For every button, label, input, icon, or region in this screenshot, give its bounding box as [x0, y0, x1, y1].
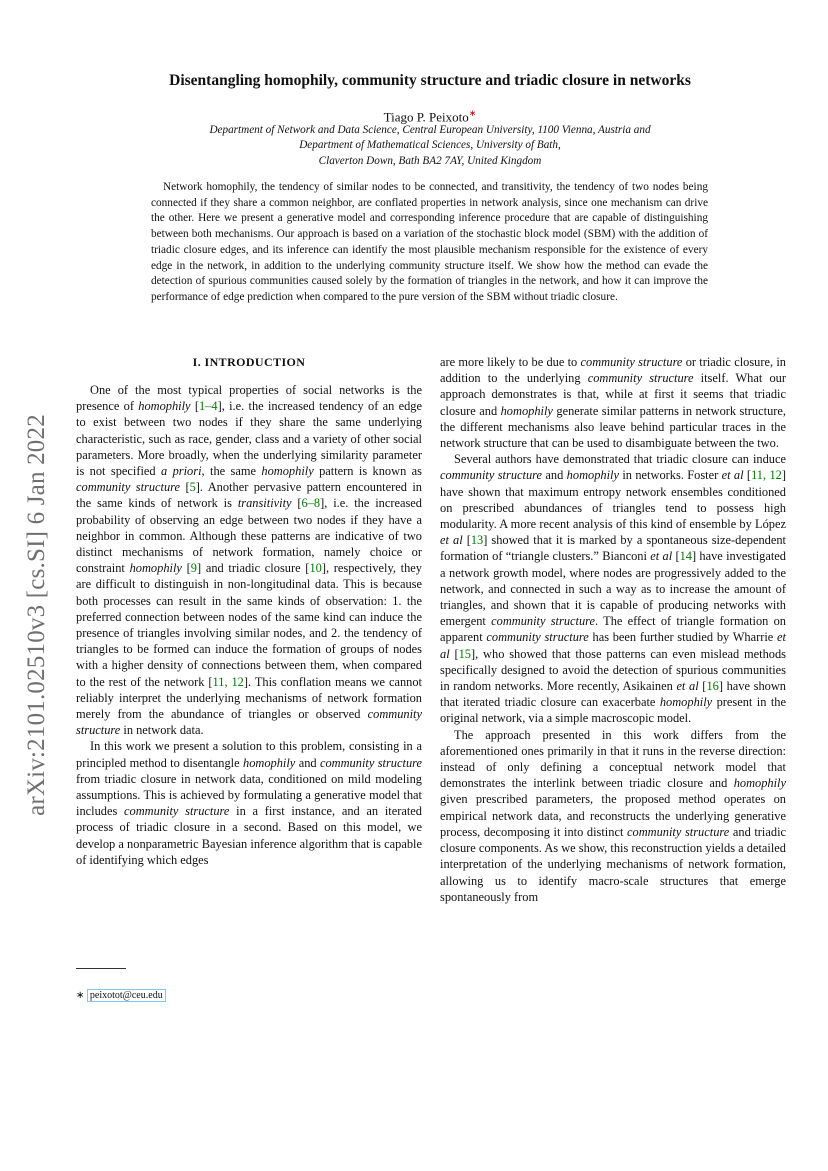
abstract-text: Network homophily, the tendency of similar nodes to be connected, and transitivity, the tendency of two nodes being connected if they share a common neighbor, are conflated properties in network analysis, since one mechanism can drive the other. Here we present a generative model and corresponding inference procedure that are capable of distinguishing between both mechanisms. Our approach is based on a variation of the stochastic block model (SBM) with the addition of triadic closure edges, and its inference can identify the most plausible mechanism responsible for the existence of every edge in the network, in addition to the underlying community structure itself. We show how the method can evade the detection of spurious communities caused solely by the formation of triangles in the network, and how it can improve the performance of edge prediction when compared to the pure version of the SBM without triadic closure. [151, 181, 708, 303]
affiliation-line: Department of Network and Data Science, Central European University, 1100 Vienna, Austria and [209, 124, 651, 136]
affiliation-line: Department of Mathematical Sciences, University of Bath, [299, 139, 561, 152]
email-link[interactable]: peixotot@ceu.edu [87, 989, 166, 1002]
footnote [76, 990, 166, 1001]
left-column [76, 354, 422, 868]
body-paragraph: One of the most typical properties of social networks is the presence of homophily [1–4], i.e. the increased tendency of an edge to exist between two nodes if they share the same underlying characteristic, such as race, gender, class and a variety of other social parameters. More broadly, when the underlying similarity parameter is not specified a priori, the same homophily pattern is known as community structure [5]. Another pervasive pattern encountered in the same kinds of network is transitivity [6–8], i.e. the increased probability of observing an edge between two nodes if they have a neighbor in common. Although these patterns are indicative of two distinct mechanisms of network formation, namely choice or constraint homophily [9] and triadic closure [10], respectively, they are difficult to distinguish in non-longitudinal data. This is because both processes can result in the same kinds of observation: 1. the preferred connection between nodes of the same kind can induce the presence of triangles involving similar nodes, and 2. the tendency of triangles to be formed can induce the formation of groups of nodes with a higher density of connections between them, when compared to the rest of the network [11, 12]. This conflation means we cannot reliably interpret the underlying mechanisms of network formation merely from the abundance of triangles or observed community structure in network data. [76, 383, 423, 738]
body-paragraph: The approach presented in this work differs from the aforementioned ones primarily in that it runs in the reverse direction: instead of only defining a conceptual network model that demonstrates the interlink between triadic closure and homophily given prescribed parameters, the proposed method operates on empirical network data, and reconstructs the underlying generative process, decomposing it into distinct community structure and triadic closure components. As we show, this reconstruction yields a detailed interpretation of the underlying mechanisms of network formation, allowing us to identify macro-scale structures that emerge spontaneously from [440, 727, 787, 904]
paper-title: Disentangling homophily, community structure and triadic closure in networks [169, 72, 691, 89]
arxiv-stamp-text: arXiv:2101.02510v3 [cs.SI] 6 Jan 2022 [23, 414, 51, 816]
author-footnote-link[interactable]: ∗ [468, 108, 477, 118]
author-name: Tiago P. Peixoto [383, 109, 469, 125]
abstract [151, 180, 708, 306]
right-column [440, 354, 786, 905]
body-paragraph: Several authors have demonstrated that triadic closure can induce community structure and homophily in networks. Foster et al [11, 12] have shown that maximum entropy network ensembles conditioned on prescribed abundances of triangles tend to possess high modularity. A more recent analysis of this kind of ensemble by López et al [13] showed that it is marked by a spontaneous size-dependent formation of “triangle clusters.” Bianconi et al [14] have investigated a network growth model, where nodes are progressively added to the network, and connected in such a way as to increase the amount of triangles, and shown that it is capable of producing networks with emergent community structure. The effect of triangle formation on apparent community structure has been further studied by Wharrie et al [15], who showed that those patterns can even mislead methods specifically designed to avoid the detection of spurious communities in random networks. More recently, Asikainen et al [16] have shown that iterated triadic closure can exacerbate homophily present in the original network, via a simple macroscopic model. [440, 452, 786, 726]
arxiv-stamp [22, 390, 52, 840]
affiliation-line: Claverton Down, Bath BA2 7AY, United Kingdom [318, 154, 542, 167]
affiliations [120, 123, 740, 169]
footnote-rule [76, 968, 126, 969]
footnote-mark: ∗ [76, 990, 85, 1001]
section-heading: I. INTRODUCTION [192, 355, 306, 369]
body-paragraph: In this work we present a solution to this problem, consisting in a principled method to disentangle homophily and community structure from triadic closure in network data, conditioned on mild modeling assumptions. This is achieved by formulating a generative model that includes community structure in a first instance, and an iterated process of triadic closure in a second. Based on this model, we develop a nonparametric Bayesian inference algorithm that is capable of identifying which edges [76, 739, 423, 867]
body-paragraph: are more likely to be due to community structure or triadic closure, in addition to the underlying community structure itself. What our approach demonstrates is that, while at first it seems that triadic closure and homophily generate similar patterns in network structure, the different mechanisms also leave behind particular traces in the network structure that can be used to disambiguate between the two. [440, 355, 786, 451]
